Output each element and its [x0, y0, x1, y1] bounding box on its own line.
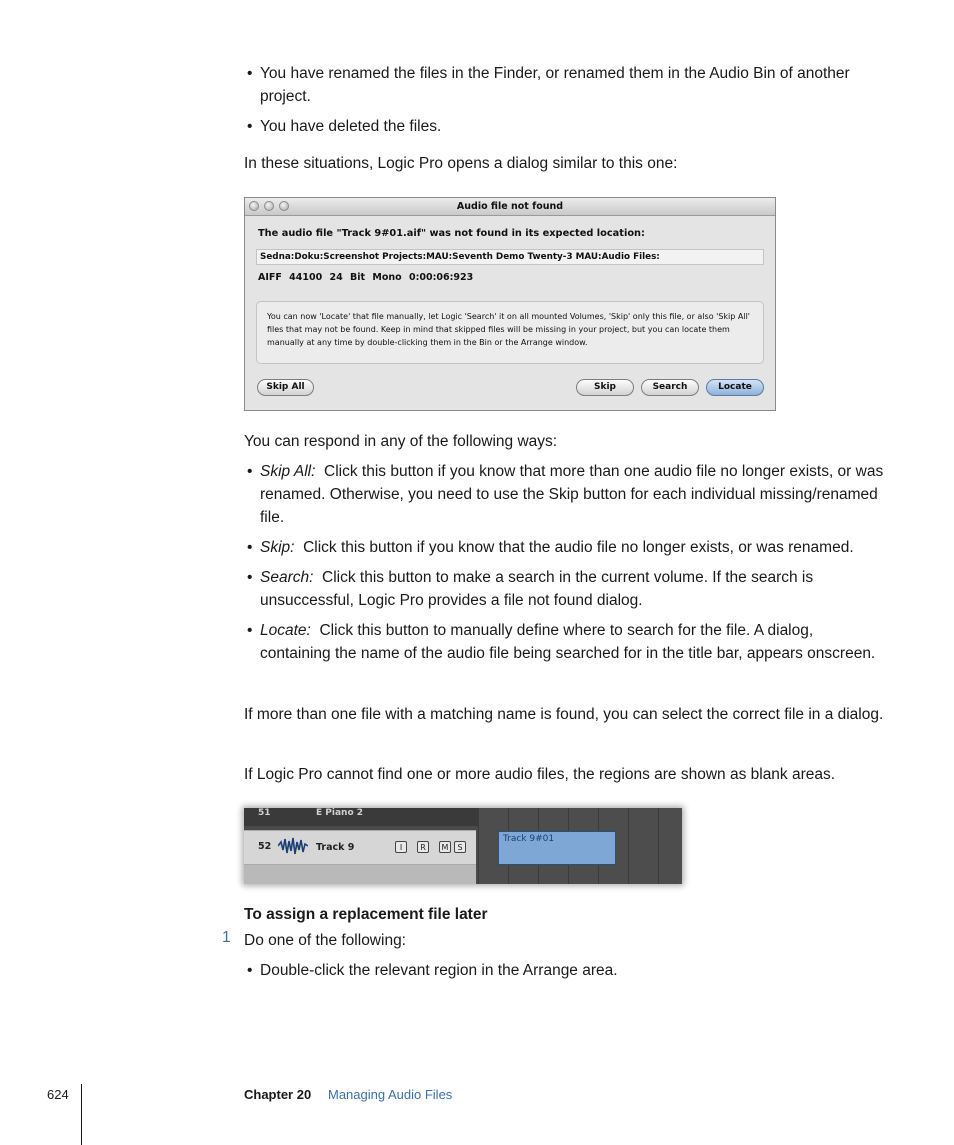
option-term: Skip All: — [260, 463, 316, 480]
zoom-window-icon[interactable] — [279, 201, 289, 211]
respond-intro: You can respond in any of the following ways: — [244, 433, 558, 450]
option-locate — [244, 619, 884, 665]
intro-paragraph: In these situations, Logic Pro opens a dialog similar to this one: — [244, 155, 678, 172]
bullet-dot: • — [247, 118, 253, 135]
option-text: Click this button if you know that the audio file no longer exists, or was renamed. — [303, 539, 854, 556]
option-term: Locate: — [260, 622, 311, 639]
dialog-path: Sedna:Doku:Screenshot Projects:MAU:Seventh Demo Twenty-3 MAU:Audio Files: — [256, 249, 764, 265]
option-text: Click this button to manually define where to search for the file. A dialog, containing the name of the audio file being searched for in the title bar, appears onscreen. — [260, 622, 876, 662]
solo-button[interactable]: S — [454, 841, 466, 853]
matching-paragraph: If more than one file with a matching name is found, you can select the correct file in a dialog. — [244, 706, 884, 723]
track-name: Track 9 — [316, 842, 355, 853]
arrange-area-screenshot — [244, 808, 682, 884]
skip-button[interactable]: Skip — [576, 379, 634, 396]
bullet-text: You have renamed the files in the Finder, or renamed them in the Audio Bin of another project. — [260, 65, 850, 105]
chapter-title-link[interactable]: Managing Audio Files — [328, 1087, 453, 1102]
bullet-dot: • — [247, 65, 253, 82]
track-number: 52 — [258, 841, 272, 852]
option-text: Click this button to make a search in the current volume. If the search is unsuccessful, Logic Pro provides a file not found dialog. — [260, 569, 814, 609]
bullet-dot: • — [247, 463, 253, 480]
locate-button[interactable]: Locate — [706, 379, 764, 396]
chapter-label: Chapter 20 — [244, 1087, 312, 1102]
bullet-dot: • — [247, 962, 253, 979]
option-skip — [244, 536, 884, 559]
dialog-message: The audio file "Track 9#01.aif" was not found in its expected location: — [258, 228, 645, 239]
page-number: 624 — [47, 1087, 69, 1102]
option-term: Search: — [260, 569, 314, 586]
bullet-text: Double-click the relevant region in the Arrange area. — [260, 962, 618, 979]
track-name: E Piano 2 — [316, 808, 364, 818]
step-number: 1 — [222, 929, 231, 946]
input-monitor-button[interactable]: I — [395, 841, 407, 853]
dialog-file-info: AIFF 44100 24 Bit Mono 0:00:06:923 — [258, 272, 474, 283]
mute-button[interactable]: M — [439, 841, 451, 853]
search-button[interactable]: Search — [641, 379, 699, 396]
skip-all-button[interactable]: Skip All — [257, 379, 314, 396]
bullet-renamed — [244, 62, 884, 108]
dialog-explanation: You can now 'Locate' that file manually, let Logic 'Search' it on all mounted Volumes, 'Skip' only this file, or also 'Skip All' files that may not be found. Keep in mind that skipped files will be missing in your project, but you can locate them manually at any time by double-clicking them in the Bin or the Arrange window. — [256, 301, 764, 364]
track-number: 51 — [258, 808, 271, 818]
window-controls — [249, 201, 289, 211]
blank-audio-region[interactable] — [498, 831, 616, 865]
step-bullet — [244, 959, 884, 982]
blank-areas-paragraph: If Logic Pro cannot find one or more audio files, the regions are shown as blank areas. — [244, 766, 836, 783]
bullet-dot: • — [247, 622, 253, 639]
dialog-title: Audio file not found — [456, 201, 564, 212]
task-heading: To assign a replacement file later — [244, 906, 488, 923]
region-label: Track 9#01 — [503, 834, 555, 844]
track-row-52[interactable] — [244, 830, 476, 865]
dialog-title-bar — [245, 198, 775, 216]
option-term: Skip: — [260, 539, 295, 556]
option-search — [244, 566, 884, 612]
option-skip-all — [244, 460, 884, 529]
bullet-deleted — [244, 115, 884, 138]
footer-divider — [81, 1084, 82, 1145]
option-text: Click this button if you know that more than one audio file no longer exists, or was renamed. Otherwise, you need to use the Skip button for each individual missing/renamed file. — [260, 463, 884, 526]
step-text: Do one of the following: — [244, 932, 406, 949]
minimize-window-icon[interactable] — [264, 201, 274, 211]
bullet-dot: • — [247, 539, 253, 556]
track-row-empty — [244, 865, 476, 884]
bullet-dot: • — [247, 569, 253, 586]
close-window-icon[interactable] — [249, 201, 259, 211]
track-row-51 — [244, 808, 484, 826]
audio-file-not-found-dialog — [244, 197, 776, 411]
record-enable-button[interactable]: R — [417, 841, 429, 853]
bullet-text: You have deleted the files. — [260, 118, 442, 135]
waveform-icon — [278, 836, 308, 856]
